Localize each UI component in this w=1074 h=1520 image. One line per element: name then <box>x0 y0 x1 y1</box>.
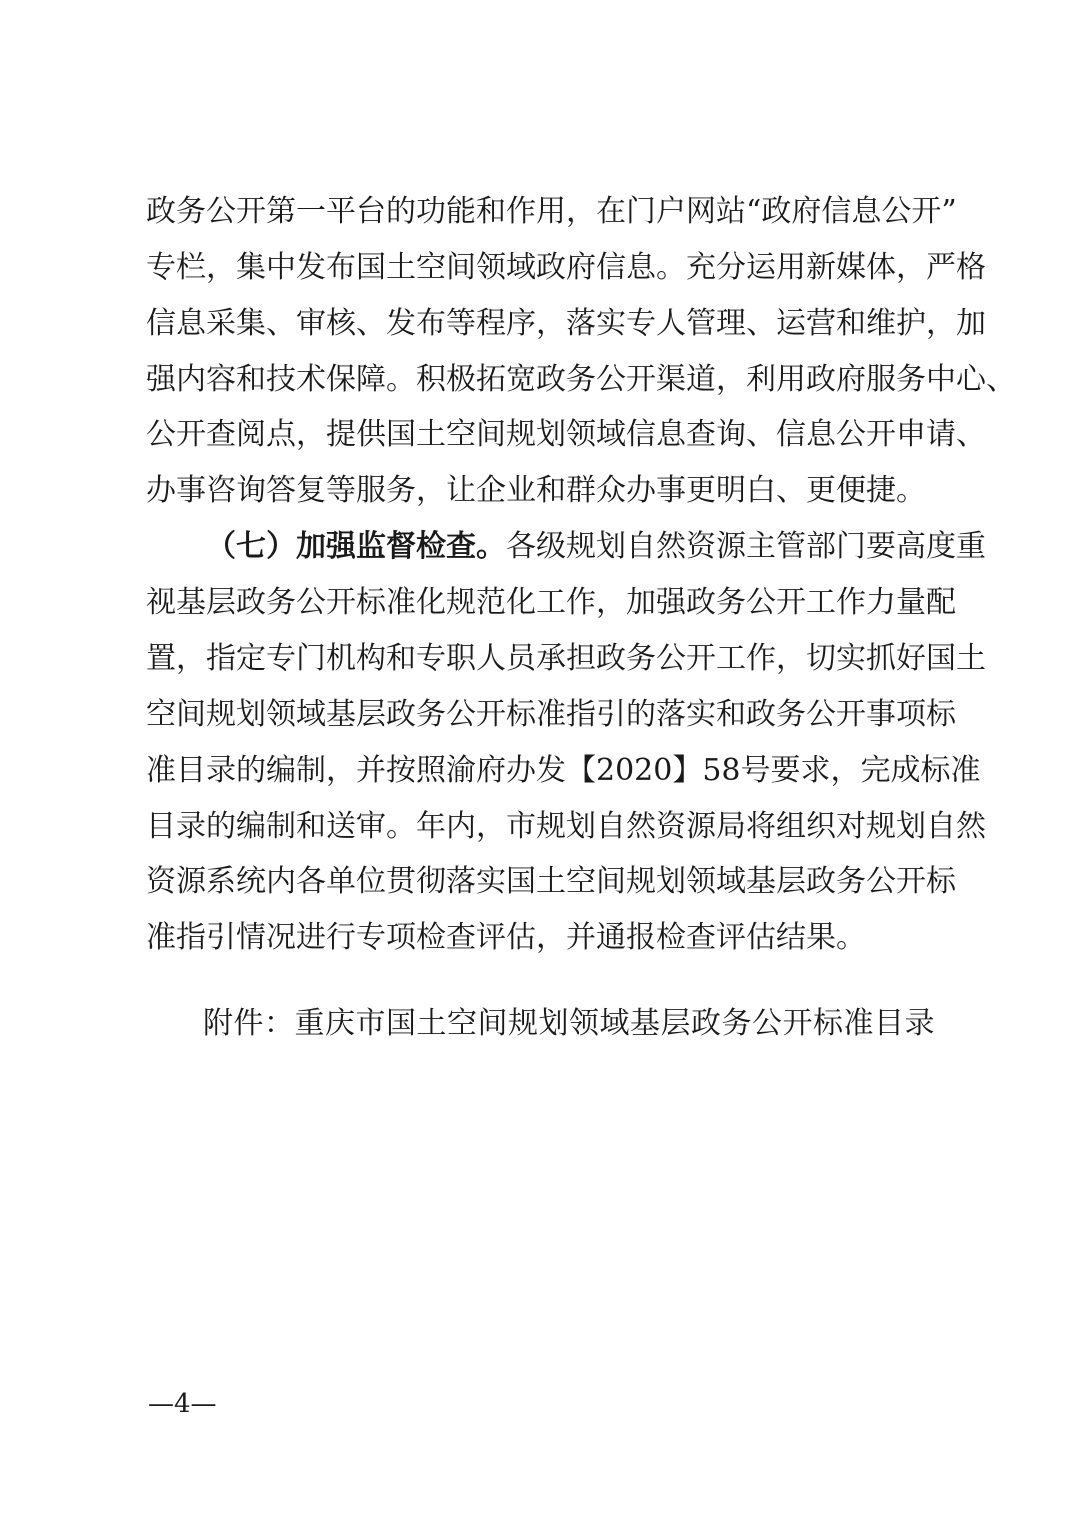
paragraph-line: 视基层政务公开标准化规范化工作，加强政务公开工作力量配 <box>146 585 956 620</box>
paragraph-line: 信息采集、审核、发布等程序，落实专人管理、运营和维护，加 <box>146 306 986 341</box>
page-number: —4— <box>148 1389 217 1419</box>
paragraph-first-line <box>206 527 986 567</box>
section-heading: （七）加强监督检查。 <box>206 529 506 564</box>
attachment-note: 附件：重庆市国土空间规划领域基层政务公开标准目录 <box>203 1006 935 1041</box>
paragraph-line: 空间规划领域基层政务公开标准指引的落实和政务公开事项标 <box>146 697 956 732</box>
paragraph-line: 政务公开第一平台的功能和作用，在门户网站“政府信息公开” <box>146 194 957 229</box>
paragraph-line: 准指引情况进行专项检查评估，并通报检查评估结果。 <box>146 920 866 955</box>
paragraph-line: 专栏，集中发布国土空间领域政府信息。充分运用新媒体，严格 <box>146 250 986 285</box>
paragraph-line: 强内容和技术保障。积极拓宽政务公开渠道，利用政府服务中心、 <box>146 362 1016 397</box>
paragraph-line: 资源系统内各单位贯彻落实国土空间规划领域基层政务公开标 <box>146 864 956 899</box>
paragraph-text: 各级规划自然资源主管部门要高度重 <box>506 529 986 564</box>
paragraph-line: 准目录的编制，并按照渝府办发【2020】58号要求，完成标准 <box>146 753 981 788</box>
paragraph-line: 置，指定专门机构和专职人员承担政务公开工作，切实抓好国土 <box>146 641 986 676</box>
paragraph-line: 目录的编制和送审。年内，市规划自然资源局将组织对规划自然 <box>146 809 986 844</box>
paragraph-line: 公开查阅点，提供国土空间规划领域信息查询、信息公开申请、 <box>146 417 986 452</box>
paragraph-line: 办事咨询答复等服务，让企业和群众办事更明白、更便捷。 <box>146 473 926 508</box>
